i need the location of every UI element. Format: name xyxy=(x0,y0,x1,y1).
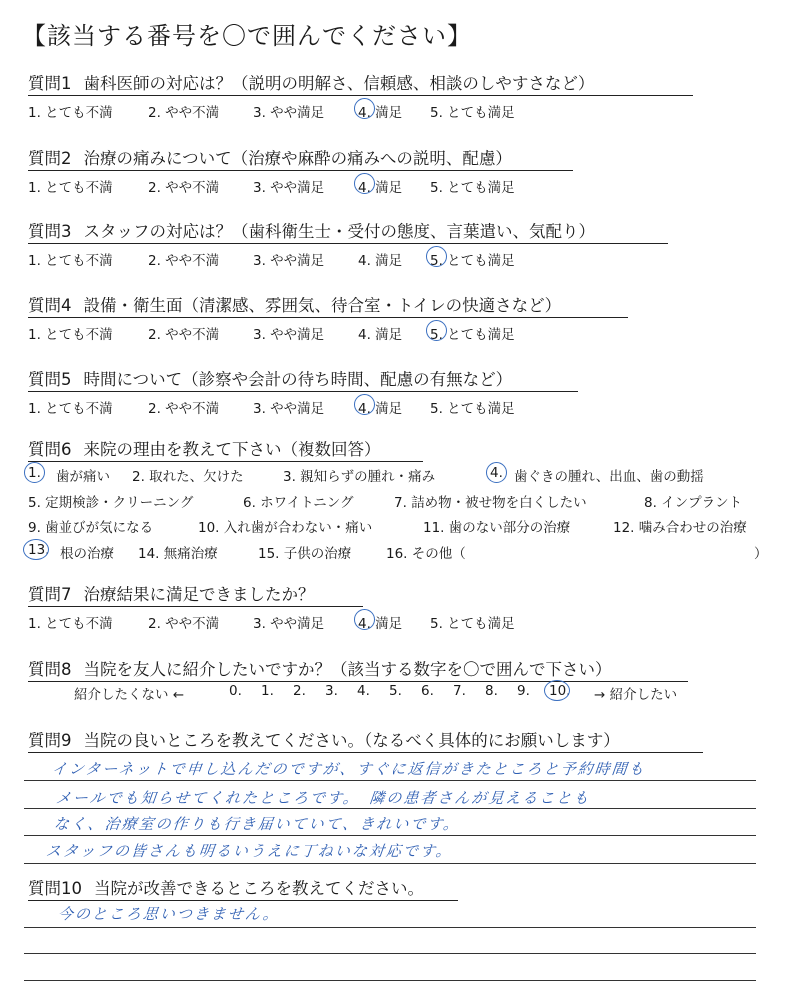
reason-option[interactable]: 8. インプラント xyxy=(644,494,743,511)
answer-option-5[interactable]: 5. とても満足 xyxy=(430,401,515,417)
question-number: 質問2 xyxy=(28,149,72,168)
question-heading xyxy=(28,145,512,169)
question-underline xyxy=(28,752,703,753)
question-heading xyxy=(28,436,381,460)
question-number: 質問6 xyxy=(28,440,72,459)
question-underline xyxy=(28,900,458,901)
selected-circle xyxy=(354,173,375,194)
reason-option[interactable]: 5. 定期検診・クリーニング xyxy=(28,494,194,511)
reason-option[interactable]: 16. その他（ xyxy=(386,545,466,562)
answer-option-3[interactable]: 3. やや満足 xyxy=(253,616,325,632)
selected-circle xyxy=(354,609,375,630)
question-heading xyxy=(28,727,620,751)
selected-circle xyxy=(354,98,375,119)
question-number: 質問8 xyxy=(28,660,72,679)
reason-option[interactable]: 7. 詰め物・被せ物を白くしたい xyxy=(394,494,587,511)
question-underline xyxy=(28,461,423,462)
answer-option-1[interactable]: 1. とても不満 xyxy=(28,105,113,121)
reason-option[interactable]: 1. xyxy=(28,465,41,481)
question-text: スタッフの対応は？（歯科衛生士・受付の態度、言葉遣い、気配り） xyxy=(83,222,595,241)
reason-option[interactable]: 4. xyxy=(490,465,503,481)
question-number: 質問1 xyxy=(28,74,72,93)
scale-option[interactable]: 8. xyxy=(485,683,498,699)
question-number: 質問9 xyxy=(28,731,72,750)
writing-line xyxy=(24,780,756,781)
answer-option-2[interactable]: 2. やや不満 xyxy=(148,616,220,632)
answer-option-5[interactable]: 5. とても満足 xyxy=(430,180,515,196)
scale-option[interactable]: 3. xyxy=(325,683,338,699)
handwritten-answer: インターネットで申し込んだのですが、すぐに返信がきたところと予約時間も xyxy=(51,760,647,778)
reason-option[interactable]: 3. 親知らずの腫れ・痛み xyxy=(283,469,436,485)
handwritten-answer: 今のところ思いつきません。 xyxy=(57,905,281,923)
question-text: 当院が改善できるところを教えてください。 xyxy=(94,879,424,898)
reason-option[interactable]: 12. 噛み合わせの治療 xyxy=(613,520,747,536)
selected-circle xyxy=(354,394,375,415)
selected-circle xyxy=(486,462,507,483)
answer-option-5[interactable]: 5. とても満足 xyxy=(430,249,515,269)
question-text: 当院を友人に紹介したいですか？（該当する数字を〇で囲んで下さい） xyxy=(83,660,612,679)
reason-option[interactable]: 11. 歯のない部分の治療 xyxy=(423,520,571,536)
question-underline xyxy=(28,317,628,318)
answer-option-1[interactable]: 1. とても不満 xyxy=(28,180,113,196)
scale-option[interactable]: 2. xyxy=(293,683,306,699)
question-underline xyxy=(28,681,688,682)
reason-option[interactable]: 9. 歯並びが気になる xyxy=(28,520,154,536)
answer-option-2[interactable]: 2. やや不満 xyxy=(148,327,220,343)
scale-option[interactable]: 10. xyxy=(549,683,570,699)
page-title: 【該当する番号を〇で囲んでください】 xyxy=(22,22,472,50)
answer-option-5[interactable]: 5. とても満足 xyxy=(430,105,515,121)
answer-option-3[interactable]: 3. やや満足 xyxy=(253,180,325,196)
answer-option-1[interactable]: 1. とても不満 xyxy=(28,253,113,269)
reason-option[interactable]: 13. xyxy=(28,542,49,558)
answer-option-3[interactable]: 3. やや満足 xyxy=(253,401,325,417)
writing-line xyxy=(24,808,756,809)
reason-option[interactable]: 14. 無痛治療 xyxy=(138,545,218,562)
question-heading xyxy=(28,70,594,94)
writing-line xyxy=(24,863,756,864)
answer-option-2[interactable]: 2. やや不満 xyxy=(148,105,220,121)
question-heading xyxy=(28,656,612,680)
question-text: 治療結果に満足できましたか？ xyxy=(83,585,315,604)
question-number: 質問5 xyxy=(28,370,72,389)
answer-option-2[interactable]: 2. やや不満 xyxy=(148,253,220,269)
scale-left-label: 紹介したくない ← xyxy=(74,687,185,703)
answer-option-5[interactable]: 5. とても満足 xyxy=(430,616,515,632)
answer-option-3[interactable]: 3. やや満足 xyxy=(253,105,325,121)
question-underline xyxy=(28,391,578,392)
reason-option[interactable]: 6. ホワイトニング xyxy=(243,494,354,511)
question-underline xyxy=(28,170,573,171)
selected-circle xyxy=(544,680,570,701)
answer-option-1[interactable]: 1. とても不満 xyxy=(28,327,113,343)
scale-option[interactable]: 5. xyxy=(389,683,402,699)
question-text: 当院の良いところを教えてください。（なるべく具体的にお願いします） xyxy=(83,731,620,750)
scale-option[interactable]: 1. xyxy=(261,683,274,699)
selected-circle xyxy=(23,539,49,560)
answer-option-4[interactable]: 4. 満足 xyxy=(358,253,403,269)
question-heading xyxy=(28,366,512,390)
selected-circle xyxy=(426,246,447,267)
answer-option-3[interactable]: 3. やや満足 xyxy=(253,327,325,343)
writing-line xyxy=(24,835,756,836)
selected-circle xyxy=(24,462,45,483)
question-text: 設備・衛生面（清潔感、雰囲気、待合室・トイレの快適さなど） xyxy=(83,296,562,315)
writing-line xyxy=(24,953,756,954)
question-heading xyxy=(28,581,315,605)
answer-option-2[interactable]: 2. やや不満 xyxy=(148,180,220,196)
question-heading xyxy=(28,292,561,316)
reason-option[interactable]: 10. 入れ歯が合わない・痛い xyxy=(198,520,373,536)
handwritten-answer: なく、治療室の作りも行き届いていて、きれいです。 xyxy=(53,815,462,833)
handwritten-answer: スタッフの皆さんも明るいうえに丁ねいな対応です。 xyxy=(45,842,454,860)
scale-right-label: → 紹介したい xyxy=(594,687,678,703)
answer-option-5[interactable]: 5. とても満足 xyxy=(430,323,515,343)
answer-option-1[interactable]: 1. とても不満 xyxy=(28,401,113,417)
reason-option[interactable]: ） xyxy=(754,545,768,562)
scale-option[interactable]: 0. xyxy=(229,683,242,699)
question-number: 質問7 xyxy=(28,585,72,604)
answer-option-4[interactable]: 4. 満足 xyxy=(358,176,402,196)
question-text: 治療の痛みについて（治療や麻酔の痛みへの説明、配慮） xyxy=(83,149,512,168)
answer-option-2[interactable]: 2. やや不満 xyxy=(148,401,220,417)
answer-option-4[interactable]: 4. 満足 xyxy=(358,612,402,632)
question-underline xyxy=(28,95,693,96)
answer-option-3[interactable]: 3. やや満足 xyxy=(253,253,325,269)
reason-option[interactable]: 歯ぐきの腫れ、出血、歯の動揺 xyxy=(514,469,704,485)
question-text: 歯科医師の対応は？（説明の明解さ、信頼感、相談のしやすさなど） xyxy=(83,74,595,93)
answer-option-4[interactable]: 4. 満足 xyxy=(358,397,402,417)
answer-option-4[interactable]: 4. 満足 xyxy=(358,101,402,121)
scale-option[interactable]: 9. xyxy=(517,683,530,699)
handwritten-answer: メールでも知らせてくれたところです。 隣の患者さんが見えることも xyxy=(55,789,592,807)
question-number: 質問4 xyxy=(28,296,72,315)
question-underline xyxy=(28,606,363,607)
reason-option[interactable]: 2. 取れた、欠けた xyxy=(132,469,244,485)
writing-line xyxy=(24,980,756,981)
question-heading xyxy=(28,875,424,899)
question-text: 来院の理由を教えて下さい（複数回答） xyxy=(83,440,381,459)
scale-option[interactable]: 4. xyxy=(357,683,370,699)
question-text: 時間について（診察や会計の待ち時間、配慮の有無など） xyxy=(83,370,513,389)
reason-option[interactable]: 歯が痛い xyxy=(56,469,110,485)
scale-option[interactable]: 6. xyxy=(421,683,434,699)
question-underline xyxy=(28,243,668,244)
selected-circle xyxy=(426,320,447,341)
question-number: 質問10 xyxy=(28,879,82,898)
reason-option[interactable]: 15. 子供の治療 xyxy=(258,545,352,562)
question-number: 質問3 xyxy=(28,222,72,241)
writing-line xyxy=(24,927,756,928)
scale-option[interactable]: 7. xyxy=(453,683,466,699)
question-heading xyxy=(28,218,595,242)
answer-option-4[interactable]: 4. 満足 xyxy=(358,327,403,343)
reason-option[interactable]: 根の治療 xyxy=(60,545,114,562)
answer-option-1[interactable]: 1. とても不満 xyxy=(28,616,113,632)
